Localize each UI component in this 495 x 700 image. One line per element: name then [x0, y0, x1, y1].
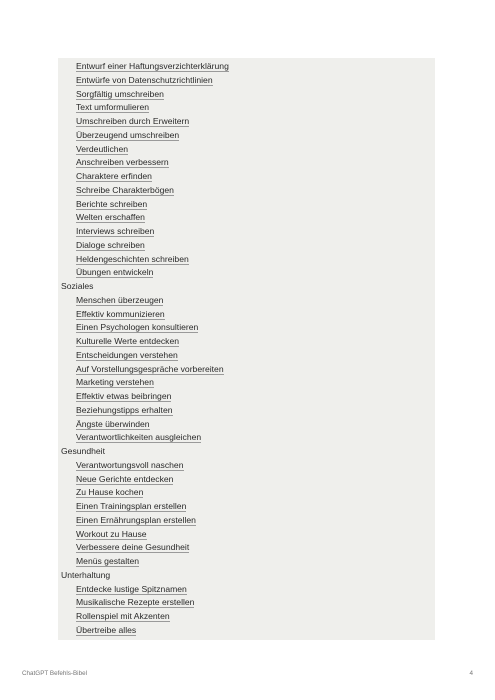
- toc-link[interactable]: Neue Gerichte entdecken: [76, 473, 174, 484]
- toc-link[interactable]: Interviews schreiben: [76, 226, 155, 236]
- toc-row: [58, 211, 435, 225]
- toc-row: [58, 74, 435, 88]
- toc-link[interactable]: Dialoge schreiben: [76, 239, 145, 250]
- toc-row: [58, 431, 435, 445]
- toc-link[interactable]: Heldengeschichten schreiben: [76, 253, 189, 264]
- toc-row: [58, 583, 435, 597]
- toc-row: [58, 170, 435, 184]
- toc-link[interactable]: Einen Psychologen konsultieren: [76, 322, 199, 333]
- toc-row: [58, 404, 435, 418]
- toc-row: [58, 500, 435, 514]
- toc-row: [58, 101, 435, 115]
- toc-link[interactable]: Schreibe Charakterbögen: [76, 184, 174, 195]
- toc-row: [58, 225, 435, 239]
- toc-link[interactable]: Workout zu Hause: [76, 528, 147, 539]
- toc-link[interactable]: Text umformulieren: [76, 102, 150, 113]
- toc-row: [58, 184, 435, 198]
- toc-row: [58, 376, 435, 390]
- toc-row: [58, 129, 435, 143]
- toc-link[interactable]: Verbessere deine Gesundheit: [76, 542, 190, 553]
- toc-row: [58, 156, 435, 170]
- toc-row: [58, 349, 435, 363]
- toc-row: [58, 88, 435, 102]
- toc-link[interactable]: Einen Trainingsplan erstellen: [76, 501, 187, 511]
- toc-row: [58, 596, 435, 610]
- toc-link[interactable]: Sorgfältig umschreiben: [76, 88, 164, 99]
- toc-row: [58, 473, 435, 487]
- toc-row: [58, 321, 435, 335]
- toc-row: [58, 253, 435, 267]
- toc-category-heading: Soziales: [61, 281, 94, 291]
- toc-row: [58, 239, 435, 253]
- toc-row: [58, 363, 435, 377]
- toc-row: [58, 308, 435, 322]
- toc-link[interactable]: Menschen überzeugen: [76, 294, 164, 305]
- toc-link[interactable]: Kulturelle Werte entdecken: [76, 336, 180, 346]
- toc-link[interactable]: Verantwortlichkeiten ausgleichen: [76, 432, 202, 443]
- toc-row: [58, 198, 435, 212]
- toc-row: [58, 459, 435, 473]
- toc-link[interactable]: Zu Hause kochen: [76, 487, 144, 498]
- toc-row: [58, 115, 435, 129]
- toc-link[interactable]: Anschreiben verbessern: [76, 157, 169, 168]
- toc-link[interactable]: Rollenspiel mit Akzenten: [76, 611, 170, 621]
- toc-row: [58, 610, 435, 624]
- page-number: 4: [469, 670, 473, 677]
- toc-link[interactable]: Übungen entwickeln: [76, 267, 154, 278]
- toc-row: [58, 624, 435, 638]
- toc-link[interactable]: Berichte schreiben: [76, 198, 148, 209]
- toc-link[interactable]: Effektiv kommunizieren: [76, 308, 165, 319]
- toc-link[interactable]: Entdecke lustige Spitznamen: [76, 583, 187, 594]
- toc-row: [58, 418, 435, 432]
- toc-link[interactable]: Entwürfe von Datenschutzrichtlinien: [76, 74, 213, 85]
- toc-link[interactable]: Ängste überwinden: [76, 418, 150, 429]
- toc-row: [58, 294, 435, 308]
- toc-row: [58, 266, 435, 280]
- toc-link[interactable]: Einen Ernährungsplan erstellen: [76, 514, 196, 525]
- toc-link[interactable]: Welten erschaffen: [76, 212, 145, 223]
- toc-category-heading: Gesundheit: [61, 446, 105, 456]
- toc-row: [58, 555, 435, 569]
- toc-row: [58, 514, 435, 528]
- toc-link[interactable]: Marketing verstehen: [76, 377, 154, 388]
- toc-row: [58, 60, 435, 74]
- toc-link[interactable]: Überzeugend umschreiben: [76, 129, 180, 140]
- toc-row: [58, 143, 435, 157]
- toc-link[interactable]: Entscheidungen verstehen: [76, 349, 178, 360]
- toc-link[interactable]: Auf Vorstellungsgespräche vorbereiten: [76, 363, 224, 374]
- toc-link[interactable]: Entwurf einer Haftungsverzichterklärung: [76, 61, 229, 71]
- toc-list: [58, 60, 435, 638]
- toc-link[interactable]: Verantwortungsvoll naschen: [76, 459, 184, 470]
- toc-link[interactable]: Musikalische Rezepte erstellen: [76, 597, 195, 608]
- toc-row: [58, 528, 435, 542]
- toc-link[interactable]: Verdeutlichen: [76, 143, 129, 154]
- toc-row: [58, 486, 435, 500]
- toc-link[interactable]: Menüs gestalten: [76, 556, 140, 566]
- footer-title: ChatGPT Befehls-Bibel: [22, 670, 87, 677]
- toc-row: [58, 541, 435, 555]
- toc-link[interactable]: Charaktere erfinden: [76, 171, 152, 181]
- toc-link[interactable]: Beziehungstipps erhalten: [76, 404, 173, 415]
- toc-link[interactable]: Effektiv etwas beibringen: [76, 391, 172, 401]
- toc-category-heading: Unterhaltung: [61, 569, 111, 580]
- toc-panel: [58, 58, 435, 640]
- toc-row: [58, 335, 435, 349]
- toc-link[interactable]: Übertreibe alles: [76, 624, 137, 635]
- toc-row: [58, 390, 435, 404]
- toc-link[interactable]: Umschreiben durch Erweitern: [76, 116, 190, 126]
